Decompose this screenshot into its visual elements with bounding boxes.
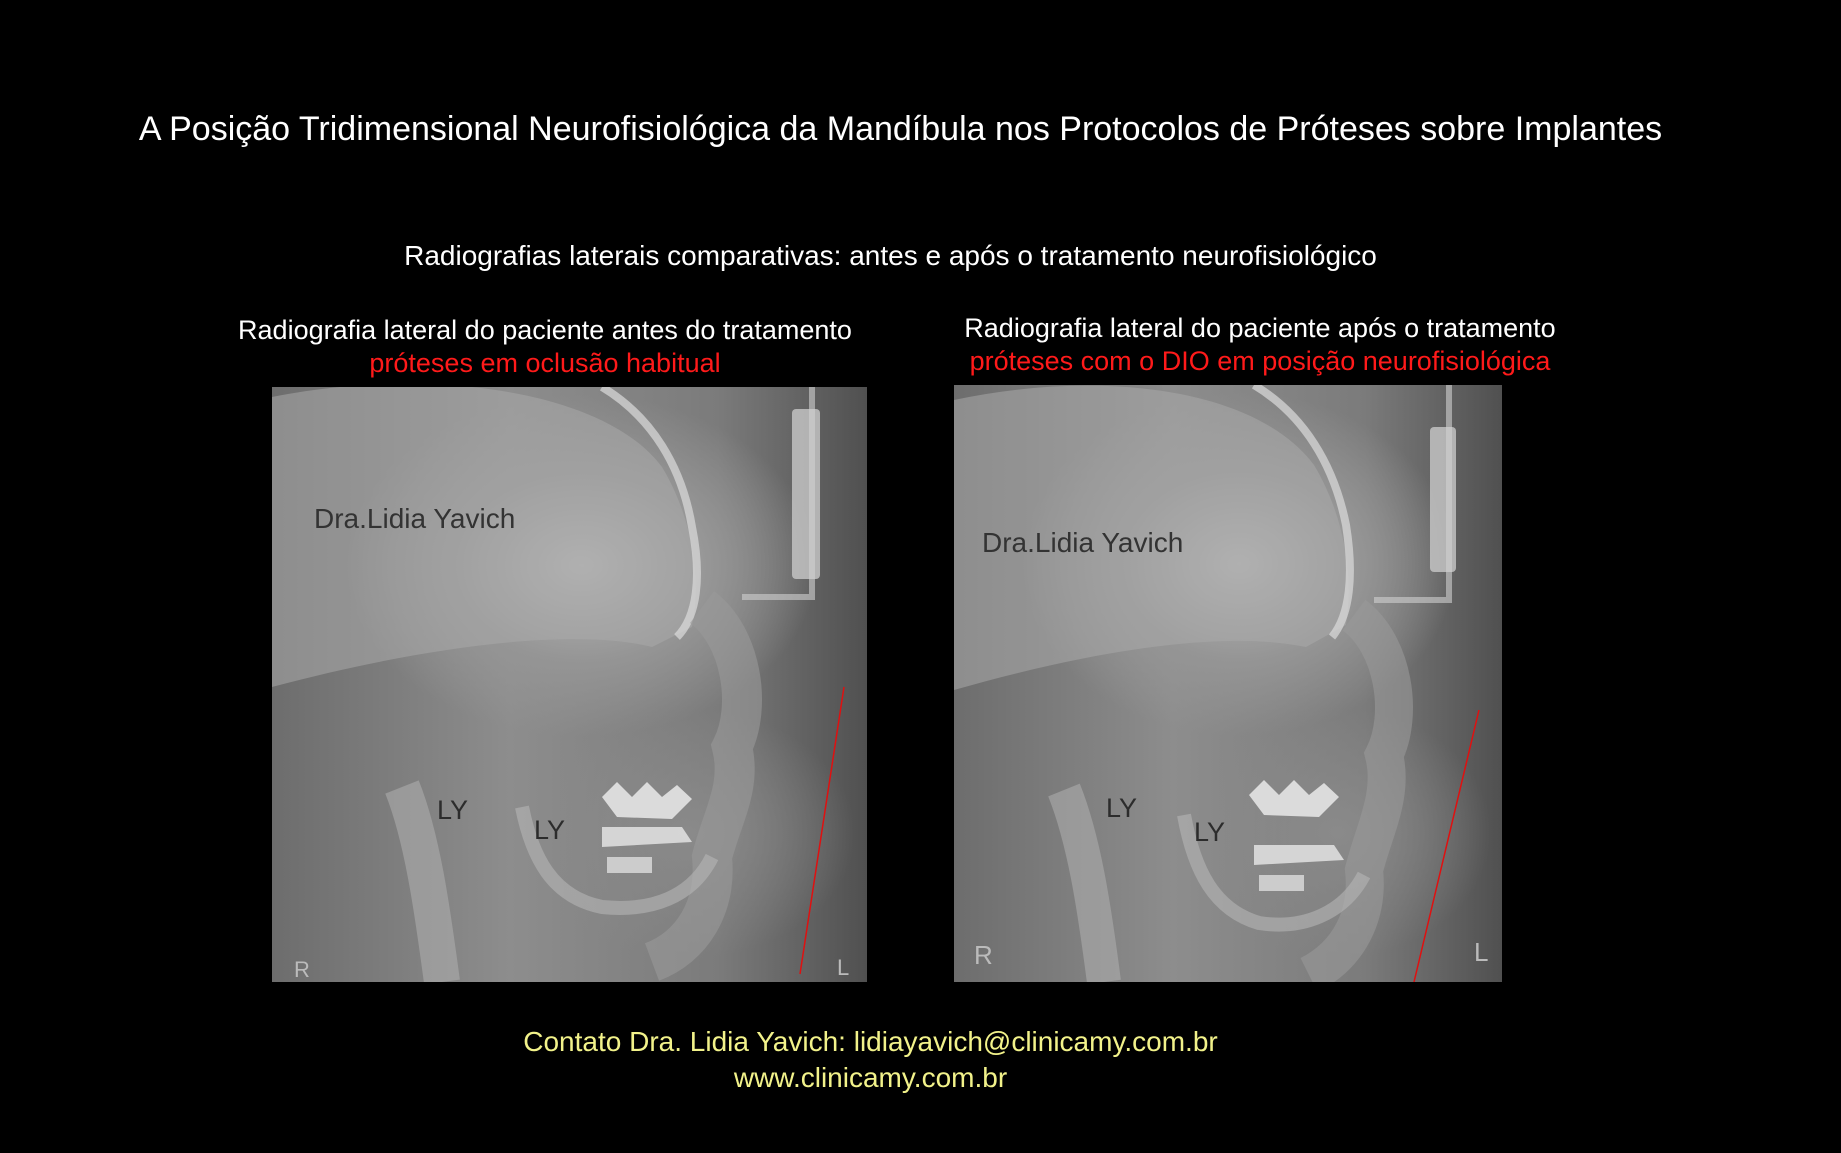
contact-email-line[interactable]: Contato Dra. Lidia Yavich: lidiayavich@clinicamy.com.br: [523, 1026, 1218, 1057]
left-ly-marker-1: LY: [437, 795, 469, 825]
page-subtitle: [0, 240, 1841, 272]
right-ly-marker-1: LY: [1106, 793, 1138, 823]
xray-after-drawing: [954, 385, 1502, 982]
right-corner-mark-right: L: [1474, 937, 1489, 967]
page-subtitle-text: Radiografias laterais comparativas: antes e após o tratamento neurofisiológico: [404, 240, 1377, 271]
page-title-text: A Posição Tridimensional Neurofisiológica da Mandíbula nos Protocolos de Próteses sobre Implantes: [138, 110, 1663, 148]
page-title: [0, 110, 1841, 149]
xray-after-image: [954, 385, 1502, 982]
left-corner-mark-right: L: [837, 955, 850, 980]
left-ly-marker-2: LY: [534, 815, 566, 845]
contact-website-link[interactable]: www.clinicamy.com.br: [733, 1062, 1008, 1093]
right-watermark: Dra.Lidia Yavich: [982, 527, 1184, 558]
right-profile-line: [1414, 710, 1479, 982]
xray-before-image: [272, 387, 867, 982]
right-corner-mark: R: [974, 940, 993, 970]
left-profile-line: [800, 687, 844, 974]
right-caption: [930, 312, 1590, 378]
left-caption-line2: próteses em oclusão habitual: [369, 348, 721, 378]
xray-before-drawing: [272, 387, 867, 982]
left-watermark: Dra.Lidia Yavich: [314, 503, 516, 534]
left-corner-mark: R: [294, 957, 310, 982]
right-ly-marker-2: LY: [1194, 817, 1226, 847]
right-caption-line1: Radiografia lateral do paciente após o tratamento: [964, 313, 1556, 343]
left-caption: [215, 314, 875, 380]
right-caption-line2: próteses com o DIO em posição neurofisiológica: [969, 346, 1551, 376]
left-caption-line1: Radiografia lateral do paciente antes do tratamento: [238, 315, 852, 345]
contact-info: [0, 1024, 1841, 1096]
